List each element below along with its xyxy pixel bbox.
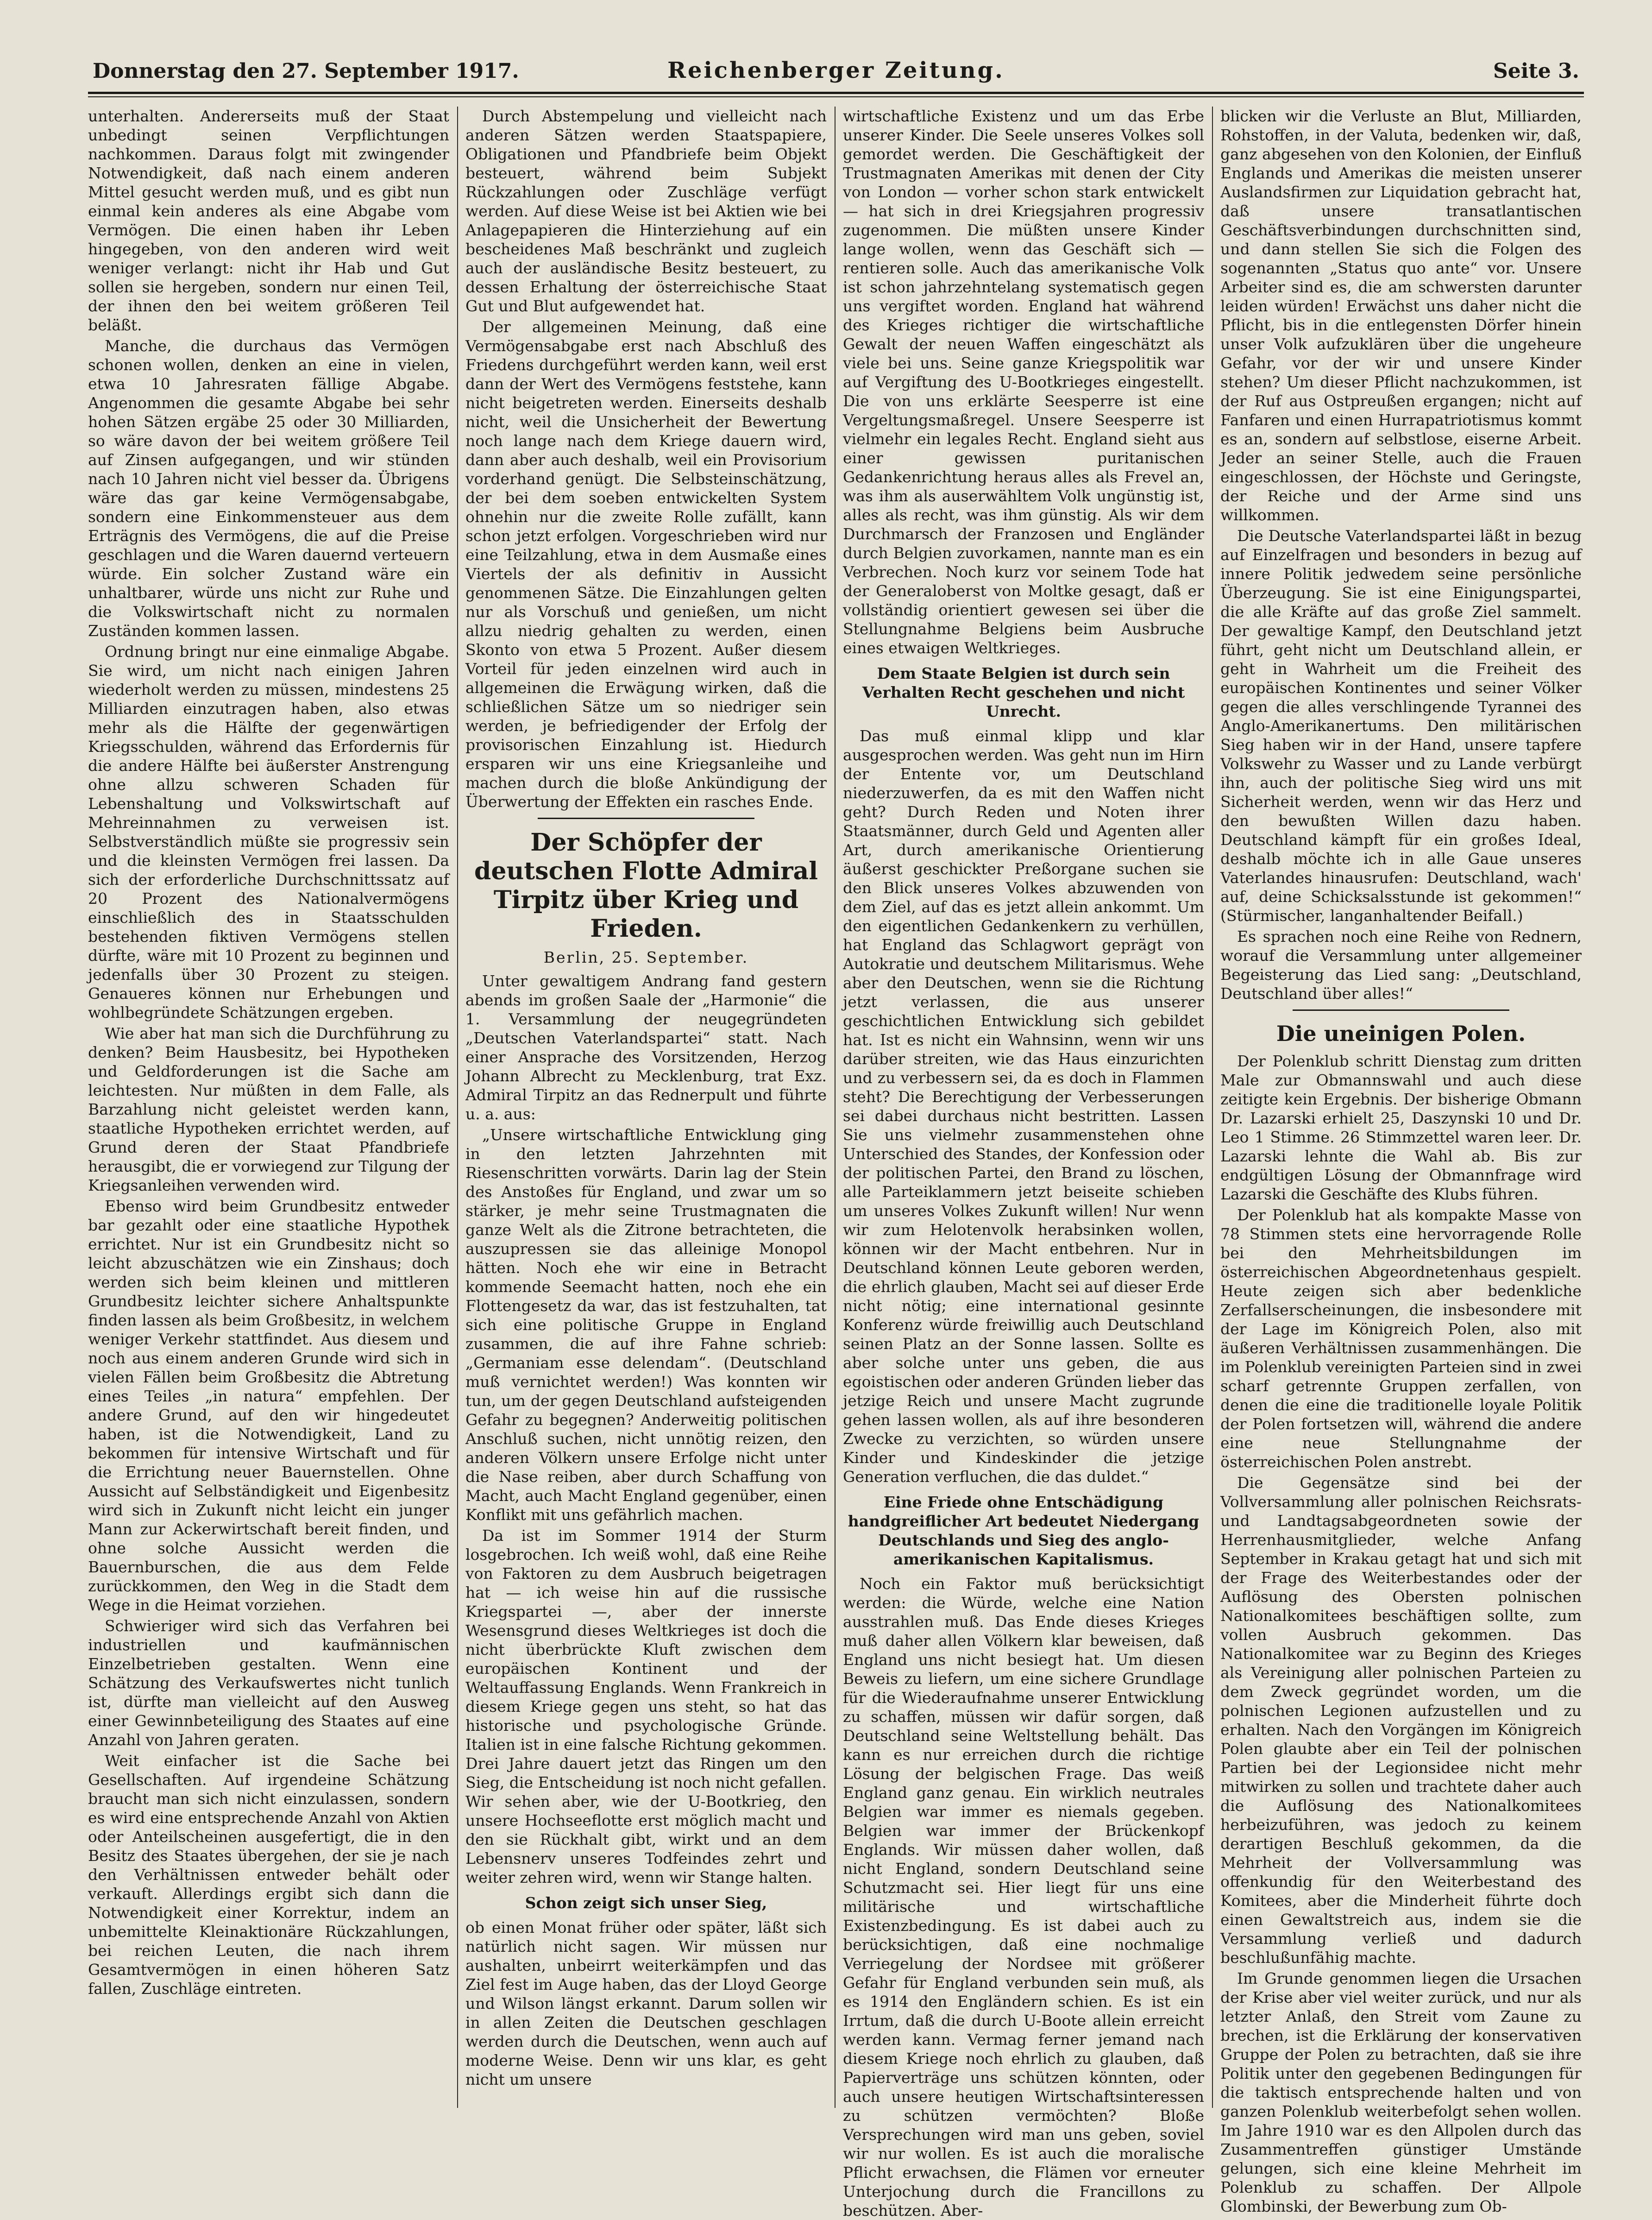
page-header — [88, 56, 1584, 88]
page-number: Seite 3. — [1493, 59, 1579, 83]
subheading-belgien: Dem Staate Belgien ist durch sein Verhalten Recht geschehen und nicht Unrecht. — [862, 664, 1185, 720]
paragraph: Unter gewaltigem Andrang fand gestern abends im großen Saale der „Harmonie“ die 1. Versammlung der neugegründeten „Deutschen Vaterlandspartei“ statt. Nach einer Ansprache des Vorsitzenden, Herzog Johann Albrecht zu Mecklenburg, trat Exz. Admiral Tirpitz an das Rednerpult und führte u. a. aus: — [465, 972, 827, 1123]
article-dateline: Berlin, 25. September. — [543, 948, 749, 966]
paragraph: blicken wir die Verluste an Blut, Milliarden, Rohstoffen, in der Valuta, bedenken wir, daß, ganz abgesehen von den Kolonien, der Einfluß Englands und Amerikas die meisten unserer Auslandsfirmen zur Liquidation gebracht hat, daß unsere transatlantischen Geschäftsverbindungen durchschnitten sind, und dann stellen Sie sich die Folgen des sogenannten „Status quo ante“ vor. Unsere Arbeiter sind es, die am schwersten darunter leiden würden! Erwächst uns daher nicht die Pflicht, bis in die entlegensten Dörfer hinein unser Volk aufzuklären über die ungeheure Gefahr, vor der wir und unsere Kinder stehen? Um dieser Pflicht nachzukommen, ist der Ruf aus Ostpreußen ergangen; nicht auf Fanfaren und einen Hurrapatriotismus kommt es an, sondern auf selbstlose, eiserne Arbeit. Jeder an seiner Stelle, auch die Frauen eingeschlossen, der Höchste und Geringste, der Reiche und der Arme sind uns willkommen. — [1220, 107, 1582, 524]
paragraph: Im Grunde genommen liegen die Ursachen der Krise aber viel weiter zurück, und nur als letzter Anlaß, den Streit vom Zaune zu brechen, ist die Erklärung der konservativen Gruppe der Polen zu betrachten, daß sie ihre Politik unter den gegebenen Bedingungen für die taktisch entsprechende halten und von ganzen Polenklub weiterbefolgt sehen wollen. Im Jahre 1910 war es den Allpolen durch das Zusammentreffen günstiger Umstände gelungen, sich eine kleine Mehrheit im Polenklub zu schaffen. Der Allpole Glombinski, der Bewerbung zum Ob- — [1220, 1969, 1582, 2215]
column-4 — [1220, 107, 1582, 2215]
paragraph: Manche, die durchaus das Vermögen schonen wollen, denken an eine in vielen, etwa 10 Jahresraten fällige Abgabe. Angenommen die gesamte Abgabe bei sehr hohen Sätzen ergäbe 25 oder 30 Milliarden, so wäre davon der bei weitem größere Teil auf Zinsen aufgegangen, und wir stünden nach 10 Jahren nicht viel besser da. Übrigens wäre das gar keine Vermögensabgabe, sondern eine Einkommensteuer aus dem Erträgnis des Vermögens, die auf die Preise geschlagen und die Waren dauernd verteuern würde. Ein solcher Zustand wäre ein unhaltbarer, würde uns nicht zur Ruhe und die Volkswirtschaft nicht zu normalen Zuständen kommen lassen. — [88, 337, 449, 640]
paragraph: Die Gegensätze sind bei der Vollversammlung aller polnischen Reichsrats- und Landtagsabgeordneten sowie der Herrenhausmitglieder, welche Anfang September in Krakau getagt hat und sich mit der Frage des Weiterbestandes oder der Auflösung des Obersten polnischen Nationalkomitees beschäftigen sollte, zum vollen Ausbruch gekommen. Das Nationalkomitee war zu Beginn des Krieges als Vereinigung aller polnischen Parteien zu dem Zweck gegründet worden, um die polnischen Legionen aufzustellen und zu erhalten. Nach den Vorgängen im Königreich Polen glaubte aber ein Teil der polnischen Partien bei der Legionsidee nicht mehr mitwirken zu sollen und trachtete daher auch die Auflösung des Nationalkomitees herbeizuführen, was jedoch zu keinem derartigen Beschluß gekommen, da die Mehrheit der Vollversammlung was offenkundig für den Weiterbestand des Komitees, aber die Minderheit führte doch einen Gewaltstreich aus, indem sie die Versammlung verließ und dadurch beschlußunfähig machte. — [1220, 1474, 1582, 1967]
paragraph: Weit einfacher ist die Sache bei Gesellschaften. Auf irgendeine Schätzung braucht man sich nicht einzulassen, sondern es wird eine entsprechende Anzahl von Aktien oder Anteilscheinen ausgefertigt, die in den Besitz des Staates übergehen, der sie je nach den Verhältnissen entweder behält oder verkauft. Allerdings ergibt sich dann die Notwendigkeit einer Korrektur, indem an unbemittelte Kleinaktionäre Rückzahlungen, bei reichen Leuten, die nach ihrem Gesamtvermögen in einen höheren Satz fallen, Zuschläge eintreten. — [88, 1752, 449, 1998]
newspaper-title: Reichenberger Zeitung. — [667, 57, 1005, 83]
header-date: Donnerstag den 27. September 1917. — [93, 59, 519, 83]
section-rule — [1293, 1009, 1509, 1011]
column-divider — [457, 107, 458, 2108]
paragraph: ob einen Monat früher oder später, läßt sich natürlich nicht sagen. Wir müssen nur aushalten, unbeirrt weiterkämpfen und das Ziel fest im Auge haben, das der Lloyd George und Wilson längst erkannt. Darum sollen wir in allen Zeiten die Deutschen geschlagen werden durch die Deutschen, wenn auch auf moderne Weise. Denn wir uns klar, es geht nicht um unsere — [465, 1918, 827, 2088]
column-3 — [843, 107, 1204, 2220]
paragraph: Ordnung bringt nur eine einmalige Abgabe. Sie wird, um nicht nach einigen Jahren wiederholt werden zu müssen, mindestens 25 Milliarden einzutragen haben, also etwas mehr als die Hälfte der gegenwärtigen Kriegsschulden, während das Erfordernis für die andere Hälfte bei äußerster Anstrengung ohne allzu schweren Schaden für Lebenshaltung und Volkswirtschaft auf Mehreinnahmen zu verweisen ist. Selbstverständlich müßte sie progressiv sein und die kleinsten Vermögen frei lassen. Da sich der erforderliche Durchschnittssatz auf 20 Prozent des Nationalvermögens einschließlich des in Staatsschulden bestehenden fiktiven Vermögens stellen dürfte, wäre mit 10 Prozent zu beginnen und jedenfalls über 30 Prozent zu steigen. Genaueres können nur Erhebungen und wohlbegründete Schätzungen ergeben. — [88, 643, 449, 1022]
paragraph: Wie aber hat man sich die Durchführung zu denken? Beim Hausbesitz, bei Hypotheken und Geldforderungen ist die Sache am leichtesten. Nur müßten in dem Falle, als Barzahlung nicht geleistet werden kann, staatliche Hypotheken errichtet werden, auf Grund deren der Staat Pfandbriefe herausgibt, die er vorwiegend zur Tilgung der Kriegsanleihen verwenden wird. — [88, 1024, 449, 1194]
subheading-friede: Eine Friede ohne Entschädigung handgreiflicher Art bedeutet Niedergang Deutschlands und Sieg des anglo-amerikanischen Kapitalismus. — [848, 1493, 1200, 1568]
section-rule — [538, 818, 754, 819]
column-divider — [1212, 107, 1213, 2108]
column-2 — [465, 107, 827, 2108]
paragraph: Da ist im Sommer 1914 der Sturm losgebrochen. Ich weiß wohl, daß eine Reihe von Faktoren zu dem Ausbruch beigetragen hat — ich weise hin auf die russische Kriegspartei —, aber der innerste Wesensgrund dieses Weltkrieges ist doch die nicht überbrückte Kluft zwischen dem europäischen Kontinent und der Weltauffassung Englands. Wenn Frankreich in diesem Kriege gegen uns steht, so hat das historische und psychologische Gründe. Italien ist in eine falsche Richtung gekommen. Drei Jahre dauert jetzt das Ringen um den Sieg, die Entscheidung ist noch nicht gefallen. Wir sehen aber, wie der U-Bootkrieg, den unsere Hochseeflotte erst möglich macht und den sie Rückhalt gibt, wirkt und an dem Lebensnerv unseres Todfeindes zehrt und weiter zehren wird, wenn wir Stange halten. — [465, 1526, 827, 1886]
subheading-sieg: Schon zeigt sich unser Sieg, — [525, 1894, 767, 1912]
article-headline-polen: Die uneinigen Polen. — [1276, 1021, 1526, 1046]
paragraph: Der Polenklub hat als kompakte Masse von 78 Stimmen stets eine hervorragende Rolle bei den Mehrheitsbildungen im österreichischen Abgeordnetenhaus gespielt. Heute zeigen sich aber bedenkliche Zerfallserscheinungen, die insbesondere mit der Lage im Königreich Polen, also mit äußeren Verhältnissen zusammenhängen. Die im Polenklub vereinigten Parteien sind in zwei scharf getrennte Gruppen zerfallen, von denen die eine die traditionelle loyale Politik der Polen fortsetzen will, während die andere eine neue Stellungnahme der österreichischen Polen anstrebt. — [1220, 1206, 1582, 1471]
column-1 — [88, 107, 449, 2108]
paragraph: „Unsere wirtschaftliche Entwicklung ging in den letzten Jahrzehnten mit Riesenschritten vorwärts. Darin lag der Stein des Anstoßes für England, und zwar um so stärker, je mehr seine Trustmagnaten die ganze Welt als die Zitrone betrachteten, die auszupressen sie das alleinige Monopol hätten. Noch ehe wir eine in Betracht kommende Seemacht hatten, noch ehe ein Flottengesetz da war, das ist festzuhalten, tat sich eine politische Gruppe in England zusammen, die auf ihre Fahne schrieb: „Germaniam esse delendam“. (Deutschland muß vernichtet werden!) Was konnten wir tun, um der gegen Deutschland aufsteigenden Gefahr zu begegnen? Anderweitig politischen Anschluß suchen, nicht unnötig reizen, den anderen Völkern unsere Erfolge nicht unter die Nase reiben, aber durch Schaffung von Macht, auch Macht England gegenüber, einen Konflikt mit uns gefährlich machen. — [465, 1126, 827, 1524]
paragraph: Noch ein Faktor muß berücksichtigt werden: die Würde, welche eine Nation ausstrahlen muß. Das Ende dieses Krieges muß daher allen Völkern klar beweisen, daß England uns nicht besiegt hat. Um diesen Beweis zu liefern, um eine sichere Grundlage für die Wiederaufnahme unserer Entwicklung zu schaffen, müssen wir dafür sorgen, daß Deutschland seine Weltstellung behält. Das kann es nur erreichen durch die richtige Lösung der belgischen Frage. Das weiß England ganz genau. Ein wirklich neutrales Belgien war immer es niemals gegeben. Belgien war immer der Brückenkopf Englands. Wir müssen daher wollen, daß nicht England, sondern Deutschland seine Schutzmacht sei. Hier liegt für uns eine militärische und wirtschaftliche Existenzbedingung. Es ist dabei auch zu berücksichtigen, daß eine nochmalige Verriegelung der Nordsee mit größerer Gefahr für England verbunden sein muß, als es 1914 den Engländern schien. Es ist ein Irrtum, daß die durch U-Boote allein erreicht werden kann. Vermag ferner jemand nach diesem Kriege noch ehrlich zu glauben, daß Papierverträge uns schützen könnten, oder auch unsere heutigen Wirtschaftsinteressen zu schützen vermöchten? Bloße Versprechungen wird man uns geben, soviel wir nur wollen. Es ist auch die moralische Pflicht erwachsen, die Flämen vor erneuter Unterjochung durch die Francillons zu beschützen. Aber- — [843, 1575, 1204, 2220]
paragraph: unterhalten. Andererseits muß der Staat unbedingt seinen Verpflichtungen nachkommen. Daraus folgt mit zwingender Notwendigkeit, daß nach einem anderen Mittel gesucht werden muß, und es gibt nun einmal kein anderes als eine Abgabe vom Vermögen. Die einen haben ihr Leben hingegeben, von den anderen wird weit weniger verlangt: nicht ihr Hab und Gut sollen sie hergeben, sondern nur einen Teil, der ihnen den bei weitem größeren Teil beläßt. — [88, 107, 449, 334]
paragraph: Durch Abstempelung und vielleicht nach anderen Sätzen werden Staatspapiere, Obligationen und Pfandbriefe beim Objekt besteuert, während beim Subjekt Rückzahlungen oder Zuschläge verfügt werden. Auf diese Weise ist bei Aktien wie bei Anlagepapieren die Hinterziehung auf ein bescheidenes Maß beschränkt und zugleich auch der ausländische Besitz besteuert, zu dessen Erhaltung der österreichische Staat Gut und Blut aufgewendet hat. — [465, 107, 827, 315]
article-headline-tirpitz: Der Schöpfer der deutschen Flotte Admiral Tirpitz über Krieg und Frieden. — [474, 828, 818, 943]
paragraph: Der Polenklub schritt Dienstag zum dritten Male zur Obmannswahl und auch diese zeitigte kein Ergebnis. Der bisherige Obmann Dr. Lazarski erhielt 25, Daszynski 10 und Dr. Leo 1 Stimme. 26 Stimmzettel waren leer. Dr. Lazarski lehnte die Wahl ab. Bis zur endgültigen Lösung der Obmannfrage wird Lazarski die Geschäfte des Klubs führen. — [1220, 1052, 1582, 1203]
header-rule-thin — [88, 96, 1584, 97]
header-rule — [88, 92, 1584, 94]
paragraph: Die Deutsche Vaterlandspartei läßt in bezug auf Einzelfragen und besonders in bezug auf innere Politik jedwedem seine persönliche Überzeugung. Sie ist eine Einigungspartei, die alle Kräfte auf das große Ziel sammelt. Der gewaltige Kampf, den Deutschland jetzt führt, geht nicht um Deutschland allein, er geht in Wahrheit um die Freiheit des europäischen Kontinentes und seiner Völker gegen die alles verschlingende Tyrannei des Anglo-Amerikanertums. Den militärischen Sieg haben wir in der Hand, unsere tapfere Volkswehr zu Wasser und zu Lande verbürgt ihn, auch der politische Sieg wird uns mit Sicherheit werden, wenn wir das Herz und den bewußten Willen dazu haben. Deutschland kämpft für ein großes Ideal, deshalb möchte ich in alle Gaue unseres Vaterlandes hinausrufen: Deutschland, wach' auf, deine Schicksalsstunde ist gekommen!“ (Stürmischer, langanhaltender Beifall.) — [1220, 527, 1582, 925]
paragraph: wirtschaftliche Existenz und um das Erbe unserer Kinder. Die Seele unseres Volkes soll gemordet werden. Die Geschäftigkeit der Trustmagnaten Amerikas mit denen der City von London — vorher schon stark entwickelt — hat sich in drei Kriegsjahren progressiv zugenommen. Die müßten unsere Kinder lange wollen, wenn das Geschäft sich — rentieren solle. Auch das amerikanische Volk ist schon jahrzehntelang systematisch gegen uns vergiftet worden. England hat während des Krieges richtiger die wirtschaftliche Gewalt der neuen Waffen eingeschätzt als viele bei uns. Seine ganze Kriegspolitik war auf Vergiftung des U-Bootkrieges eingestellt. Die von uns erklärte Seesperre ist eine Vergeltungsmaßregel. Unsere Seesperre ist vielmehr ein legales Recht. England sieht aus einer gewissen puritanischen Gedankenrichtung heraus alles als Frevel an, was ihm als auserwähltem Volk ungünstig ist, alles als recht, was ihm günstig. Als wir dem Durchmarsch der Franzosen und Engländer durch Belgien zuvorkamen, nannte man es ein Verbrechen. Noch kurz vor seinem Tode hat der Generaloberst von Moltke gesagt, daß er vollständig orientiert gewesen sei über die Stellungnahme Belgiens beim Ausbruche eines etwaigen Weltkrieges. — [843, 107, 1204, 657]
paragraph: Schwieriger wird sich das Verfahren bei industriellen und kaufmännischen Einzelbetrieben gestalten. Wenn eine Schätzung des Verkaufswertes nicht tunlich ist, dürfte man vielleicht auf den Ausweg einer Gewinnbeteiligung des Staates auf eine Anzahl von Jahren geraten. — [88, 1617, 449, 1749]
paragraph: Es sprachen noch eine Reihe von Rednern, worauf die Versammlung unter allgemeiner Begeisterung das Lied sang: „Deutschland, Deutschland über alles!“ — [1220, 927, 1582, 1003]
paragraph: Der allgemeinen Meinung, daß eine Vermögensabgabe erst nach Abschluß des Friedens durchgeführt werden kann, weil erst dann der Wert des Vermögens feststehe, kann nicht beigetreten werden. Einerseits deshalb nicht, weil die Unsicherheit der Bewertung noch lange nach dem Kriege dauern wird, dann aber auch deshalb, weil ein Provisorium vorderhand genügt. Die Selbsteinschätzung, der bei dem soeben entwickelten System ohnehin nur die zweite Rolle zufällt, kann schon jetzt erfolgen. Vorgeschrieben wird nur eine Teilzahlung, etwa in dem Ausmaße eines Viertels der als definitiv in Aussicht genommenen Sätze. Die Einzahlungen gelten nur als Vorschuß und genießen, um nicht allzu niedrig gehalten zu werden, einen Skonto von etwa 5 Prozent. Außer diesem Vorteil für jeden einzelnen wird auch in allgemeinen die Erwägung wirken, daß die schließlichen Sätze um so niedriger sein werden, je befriedigender der Erfolg der provisorischen Einzahlung ist. Hiedurch ersparen wir uns eine Kriegsanleihe und machen durch die bloße Ankündigung der Überwertung der Effekten ein rasches Ende. — [465, 318, 827, 811]
paragraph: Das muß einmal klipp und klar ausgesprochen werden. Was geht nun im Hirn der Entente vor, um Deutschland niederzuwerfen, da es mit den Waffen nicht geht? Durch Reden und Noten ihrer Staatsmänner, durch Geld und Agenten aller Art, durch amerikanische Orientierung äußerst geschickter Preßorgane suchen sie den Blick unseres Volkes abzuwenden von dem Ziel, auf das es jetzt allein ankommt. Um den eigentlichen Gedankenkern zu verhüllen, hat England das Schlagwort geprägt von Autokratie und deutschem Militarismus. Wehe aber den Deutschen, wenn sie die Richtung jetzt verlassen, die aus unserer geschichtlichen Entwicklung sich gebildet hat. Ist es nicht ein Wahnsinn, wenn wir uns darüber streiten, wie das Haus einzurichten und zu verbessern sei, da es doch in Flammen steht? Die Berechtigung der Verbesserungen sei dabei durchaus nicht bestritten. Lassen Sie uns vielmehr zusammenstehen ohne Unterschied des Standes, der Konfession oder der politischen Partei, den Brand zu löschen, alle Parteiklammern jetzt beiseite schieben um unseres Volkes Zukunft willen! Nur wenn wir zum Helotenvolk herabsinken wollen, können wir der Macht entbehren. Nur in Deutschland können Leute geboren werden, die ehrlich glauben, Macht sei auf dieser Erde nicht nötig; eine international gesinnte Konferenz würde freiwillig auch Deutschland seinen Platz an der Sonne lassen. Sollte es aber solche unter uns geben, die aus egoistischen oder anderen Gründen lieber das jetzige Reich und unsere Macht zugrunde gehen lassen wollen, als auf ihre besonderen Zwecke zu verzichten, so würden unsere Kinder und Kindeskinder die jetzige Generation verfluchen, die das duldet.“ — [843, 727, 1204, 1486]
paragraph: Ebenso wird beim Grundbesitz entweder bar gezahlt oder eine staatliche Hypothek errichtet. Nur ist ein Grundbesitz nicht so leicht abzuschätzen wie ein Zinshaus; doch werden sich beim kleinen und mittleren Grundbesitz leichter sichere Anhaltspunkte finden lassen als beim Großbesitz, in welchem weniger Verkehr stattfindet. Aus diesem und noch aus einem anderen Grunde wird sich in vielen Fällen beim Großbesitz die Abtretung eines Teiles „in natura“ empfehlen. Der andere Grund, auf den wir hingedeutet haben, ist die Notwendigkeit, Land zu bekommen für intensive Wirtschaft und für die Errichtung neuer Bauernstellen. Ohne Aussicht auf Selbständigkeit und Eigenbesitz wird sich in Zukunft nicht leicht ein junger Mann zur Ackerwirtschaft bereit finden, und ohne solche Aussicht werden die Bauernburschen, die aus dem Felde zurückkommen, den Weg in die Stadt dem Wege in die Heimat vorziehen. — [88, 1197, 449, 1614]
newspaper-page — [88, 56, 1584, 2220]
